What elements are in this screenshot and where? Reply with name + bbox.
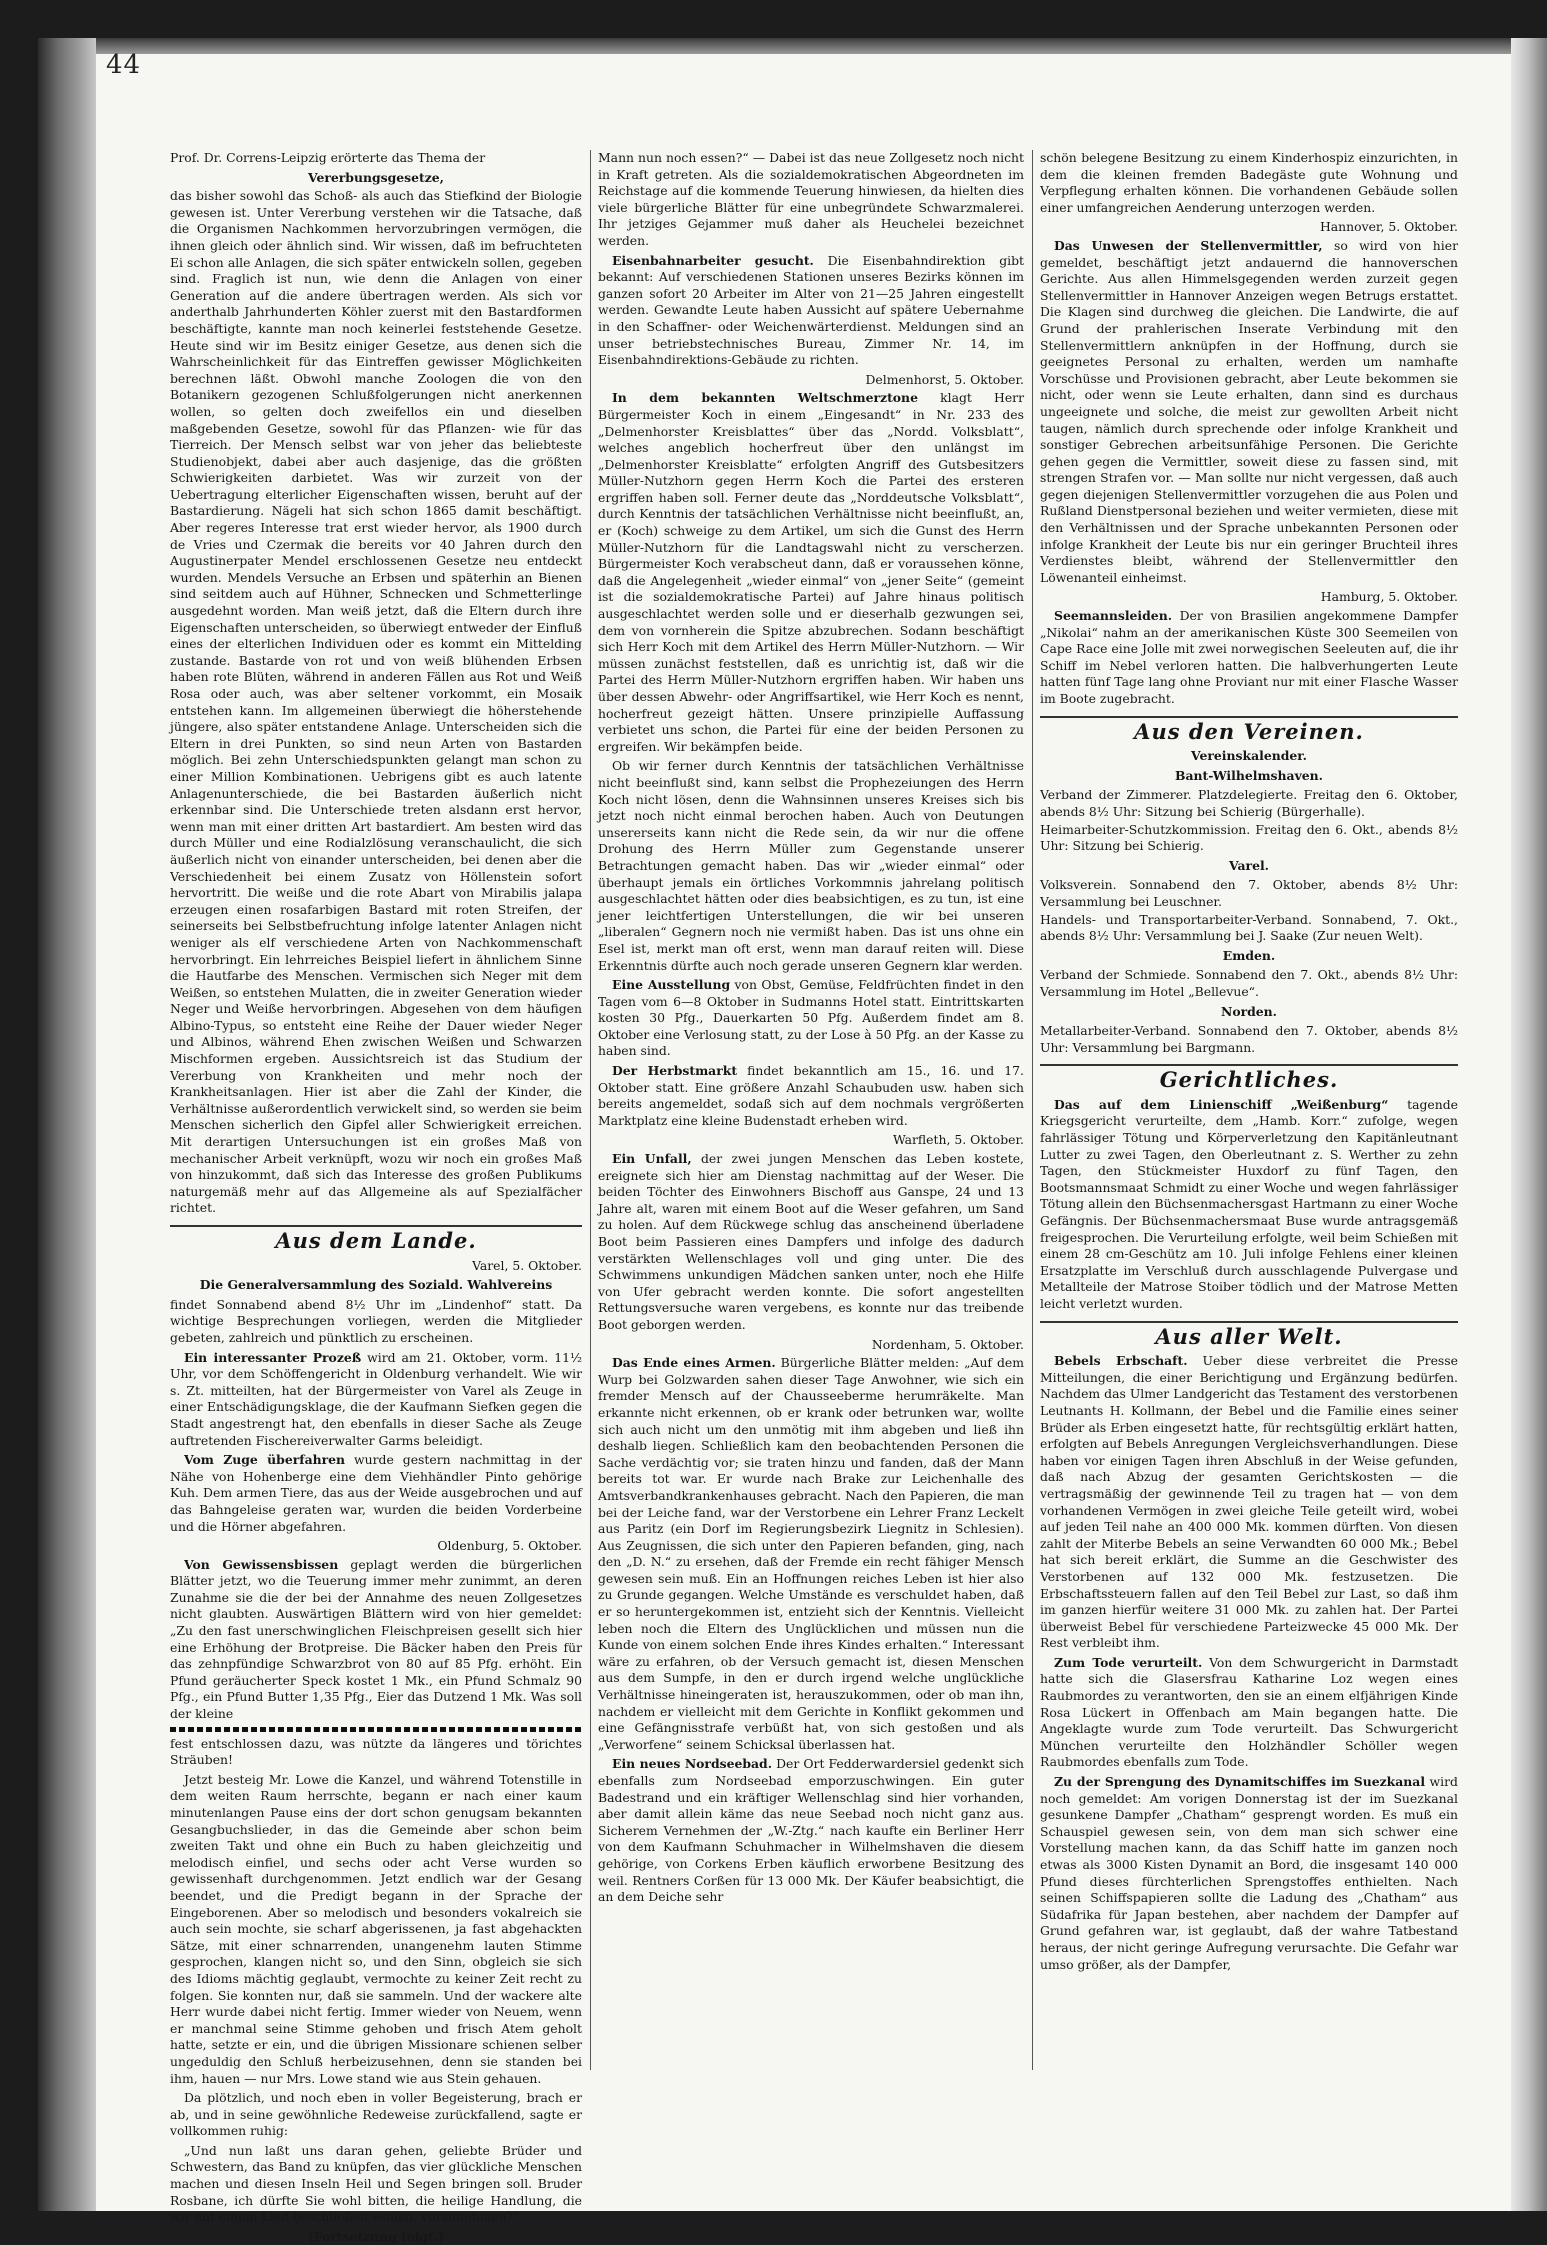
dateline: Nordenham, 5. Oktober. [871,1336,1024,1352]
town-heading: Norden. [1221,1003,1277,1019]
dateline: Varel, 5. Oktober. [472,1257,582,1273]
section-heading-aus-aller-welt: Aus aller Welt. [1040,1321,1458,1346]
scan-edge-right [1511,38,1547,2211]
column-rule-1 [590,150,591,2070]
dateline: Hannover, 5. Oktober. [1319,219,1458,235]
article-text: wird noch gemeldet: Am vorigen Donnerstag ist der im Suezkanal gesunkene Dampfer „Chatham“ gesprengt worden. Es muß ein Schauspiel gewesen sein, von dem man sich schwer eine Vorstellung machen kann, da das Schiff hatte im ganzen noch etwas als 3000 Kisten Dynamit an Bord, die insgesamt 140 000 Pfund dieses fürchterlichen Sprengstoffes enthielten. Nach seinen Schiffspapieren sollte die Ladung des „Chatham“ aus Südafrika für Japan bestehen, aber nachdem der Dampfer auf Grund gefahren war, ist geglaubt, daß der wahre Tatbestand heraus, der nicht geringe Aufregung verursachte. Die Gefahr war umso größer, als der Dampfer, [1040,1774,1458,1972]
article-text: klagt Herr Bürgermeister Koch in einem „Eingesandt“ in Nr. 233 des „Delmenhorster Kreisblattes“ über das „Nordd. Volksblatt“, welches angeblich hocherfreut über den unlängst im „Delmenhorster Kreisblatte“ erfolgten Angriff des Gutsbesitzers Müller-Nutzhorn gegen Herrn Koch die Partei des ersteren ergriffen haben soll. Ferner deute das „Norddeutsche Volksblatt“, durch Kenntnis der tatsächlichen Verhältnisse nicht beeinflußt, an, er (Koch) schweige zu dem Artikel, um sich die Gunst des Herrn Müller-Nutzhorn für die Landtagswahl nicht zu verscherzen. Bürgermeister Koch verabscheut dann, daß er voraussehen könne, daß die Angelegenheit „wieder einmal“ von „jener Seite“ (gemeint ist die sozialdemokratische Partei) auf Jahre hinaus politisch ausgeschlachtet werden solle und er dieserhalb gezwungen sei, dem von vornherein die Spitze abzubrechen. Sodann beschäftigt sich Herr Koch mit dem Artikel des Herrn Müller-Nutzhorn. — Wir müssen zunächst feststellen, daß es unrichtig ist, daß wir die Partei des Herrn Müller-Nutzhorn ergriffen haben. Wir haben uns über dessen Abwehr- oder Angriffsartikel, wie Herr Koch es nennt, hocherfreut gezeigt hätten. Unsere prinzipielle Auffassung verbietet uns schon, die Partei für eine der beiden Personen zu ergreifen. Wir bekämpfen beide. [598,390,1024,754]
club-notice: Volksverein. Sonnabend den 7. Oktober, abends 8½ Uhr: Versammlung bei Leuschner. [1040,877,1458,909]
club-notice: Heimarbeiter-Schutzkommission. Freitag den 6. Okt., abends 8½ Uhr: Sitzung bei Schierig. [1040,821,1458,854]
article-heading: Zu der Sprengung des Dynamitschiffes im Suezkanal [1054,1774,1426,1790]
article-heading: Eisenbahnarbeiter gesucht. [612,252,814,268]
serial-text: „Und nun laßt uns daran gehen, geliebte Brüder und Schwestern, das Band zu knüpfen, das vier glückliche Menschen machen und diesen Inseln Heil und Segen bringen soll. Bruder Rosbane, ich dürfte Sie wohl bitten, die heilige Handlung, die wir mit einem Lied beschließen wollen, vorzunehmen?“ [170,2142,582,2225]
article-text: geplagt werden die bürgerlichen Blätter jetzt, wo die Teuerung immer mehr zunimmt, an deren Zunahme sie die der bei der Annahme des neuen Zollgesetzes nicht glaubten. Auswärtigen Blättern wird von hier gemeldet: „Zu den fast unerschwinglichen Fleischpreisen gesellt sich hier eine Erhöhung der Brotpreise. Die Bäcker haben den Preis für das zehnpfündige Schwarzbrot von 80 auf 85 Pfg. erhöht. Ein Pfund geräucherter Speck kostet 1 Mk., ein Pfund Schmalz 90 Pfg., ein Pfund Butter 1,35 Pfg., Eier das Dutzend 1 Mk. Was soll der kleine [170,1556,582,1722]
print-damage-strip [170,1727,582,1732]
dateline: Oldenburg, 5. Oktober. [437,1538,582,1554]
article-heading: Ein neues Nordseebad. [612,1756,773,1772]
article-text: wurde gestern nachmittag in der Nähe von Hohenberge eine dem Viehhändler Pinto gehörige Kuh. Dem armen Tiere, das aus der Weide ausgebrochen und auf das Bahngeleise geraten war, wurden die beiden Vorderbeine und die Hörner abgefahren. [170,1452,582,1534]
article-text: tagende Kriegsgericht verurteilte, dem „Hamb. Korr.“ zufolge, wegen fahrlässiger Tötung und Körperverletzung den Kapitänleutnant Lutter zu zwei Tagen, den Oberleutnant z. S. Werther zu zehn Tagen, den Stückmeister Huxdorf zu fünf Tagen, den Bootsmannsmaat Schmidt zu einer Woche und wegen fahrlässiger Tötung allein den Büchsenmachersgast Hartmann zu einer Woche Gefängnis. Der Büchsenmachersmaat Buse wurde antragsgemäß freigesprochen. Die Verurteilung erfolgte, weil beim Schießen mit einem 28 cm-Geschütz am 10. Juli infolge Fehlens einer kleinen Ersatzplatte im Verschluß durch ausschlagende Pulvergase und Metallteile der Matrose Stoiber tödlich und der Matrose Metten leicht verletzt wurden. [1040,1096,1458,1311]
article-heading: Die Generalversammlung des Soziald. Wahlvereins [199,1277,553,1293]
article-text: schön belegene Besitzung zu einem Kinderhospiz einzurichten, in dem die kleinen fremden Badegäste gute Wohnung und Verpflegung erhalten können. Die vorhandenen Gebäude sollen einer umfangreichen Aenderung unterzogen werden. [1040,150,1458,215]
article-text: Bürgerliche Blätter melden: „Auf dem Wurp bei Golzwarden sahen dieser Tage Anwohner, wie sich ein fremder Mensch auf der Chausseeberme herumräkelte. Man erkannte nicht erkennen, ob er krank oder betrunken war, wollte sich auch nicht um den unmötig mit ihm abgeben und ließ ihn deshalb liegen. Schließlich kam den beobachtenden Personen die Sache verdächtig vor; sie traten hinzu und fanden, daß der Mann bereits tot war. Er wurde nach Brake zur Leichenhalle des Amtsverbandkrankenhauses gebracht. Nach den Papieren, die man bei der Leiche fand, war der Verstorbene ein Lehrer Franz Leckelt aus Paritz (ein Dorf im Regierungsbezirk Liegnitz in Schlesien). Aus Zeugnissen, die sich unter den Papieren befanden, ging, nach den „D. N.“ zu ersehen, daß der Fremde ein recht fähiger Mensch gewesen sein muß. Ein an Hoffnungen reiches Leben ist hier also zu Grunde gegangen. Welche Umstände es verschuldet haben, daß er so heruntergekommen ist, entzieht sich der Kenntnis. Vielleicht leben noch die Eltern des Unglücklichen und müssen nun die Kunde von einem solchen Ende ihres Kindes erhalten.“ Interessant wäre zu erfahren, ob der Versuch gemacht ist, diesen Menschen aus dem Sumpfe, in den er durch irgend welche unglückliche Verhältnisse hineingeraten ist, herauszukommen, oder ob man ihn, nachdem er vielleicht mit dem Gerichte in Konflikt gekommen und eine Gefängnisstrafe verbüßt hat, von sich gestoßen und als „Verworfene“ seinem Schicksal überlassen hat. [598,1355,1024,1752]
town-heading: Emden. [1222,947,1276,963]
article-text: findet Sonnabend abend 8½ Uhr im „Lindenhof“ statt. Da wichtige Besprechungen vorliegen, werden die Mitglieder gebeten, zahlreich und pünktlich zu erscheinen. [170,1296,582,1345]
article-text: Die Eisenbahndirektion gibt bekannt: Auf verschiedenen Stationen unseres Bezirks können im ganzen sofort 20 Arbeiter im Alter von 21—25 Jahren eingestellt werden. Gewandte Leute haben Aussicht auf spätere Uebernahme in den Schaffner- oder Weichenwärterdienst. Meldungen sind an unser betriebstechnisches Bureau, Zimmer Nr. 14, im Eisenbahndirektions-Gebäude zu richten. [598,252,1024,368]
column-rule-2 [1032,150,1033,2070]
article-heading: Eine Ausstellung [612,977,731,993]
article-text: Von dem Schwurgericht in Darmstadt hatte sich die Glasersfrau Katharine Loz wegen eines Raubmordes zu verantworten, den sie an einem elfjährigen Kinde Rosa Lückert in Offenbach am Main begangen hatte. Die Angeklagte wurde zum Tode verurteilt. Das Schwurgericht München verurteilte den Holzhändler Schöller wegen Raubmordes ebenfalls zum Tode. [1040,1654,1458,1770]
article-text: Ueber diese verbreitet die Presse Mitteilungen, die einer Berichtigung und Ergänzung bedürfen. Nachdem das Ulmer Landgericht das Testament des verstorbenen Leutnants H. Kollmann, der Bebel und die Familie eines seiner Brüder als Erben eingesetzt hatte, für rechtsgültig erklärt hatten, erfolgten auf Bebels Anregungen Vergleichsverhandlungen. Diese haben vor einigen Tagen ihren Abschluß in der Weise gefunden, daß nach Abzug der gesamten Gerichtskosten — die vertragsmäßig der gewinnende Teil zu tragen hat — von dem vorhandenen Vermögen in zwei gleiche Teile geteilt wird, wobei auf jeden Teil nahe an 400 000 Mk. kommen dürften. Von diesen zahlt der Miterbe Bebels an seine Verwandten 60 000 Mk.; Bebel hat sich bereit erklärt, die Summe an die Geschwister des Verstorbenen auf 132 000 Mk. festzusetzen. Die Erbschaftssteuern fallen auf den Teil Bebel zur Last, so daß ihm im ganzen hierfür weitere 31 000 Mk. zu zahlen hat. Der Partei überweist Bebel für verschiedene Parteizwecke 45 000 Mk. Der Rest verbleibt ihm. [1040,1353,1458,1651]
article-heading: Der Herbstmarkt [612,1063,738,1079]
serial-text: fest entschlossen dazu, was nützte da längeres und törichtes Sträuben! [170,1735,582,1768]
town-heading: Bant-Wilhelmshaven. [1175,767,1323,783]
dateline: Hamburg, 5. Oktober. [1320,589,1458,605]
section-heading-aus-dem-lande: Aus dem Lande. [170,1225,582,1250]
article-heading: Vom Zuge überfahren [184,1452,346,1468]
article-text: Ob wir ferner durch Kenntnis der tatsächlichen Verhältnisse nicht beeinflußt sind, kann selbst die Prophezeiungen des Herrn Koch nicht lösen, denn die Wahnsinnen unseres Kreises sich bis jetzt noch nicht einmal berochen haben. Auch von Deutungen unsererseits kann nicht die Rede sein, da wir nur die offene Drohung des Herrn Müller zum Gegenstande unserer Betrachtungen gemacht haben. Das wir „wieder einmal“ oder überhaupt jemals ein örtliches Vorkommnis jahrelang politisch ausgeschlachtet hätten oder dies beabsichtigen, es zu tun, ist eine jener leichtfertigen Unterstellungen, die wir bei unseren „liberalen“ Gegnern noch nie vermißt haben. Das ist uns ohne ein Esel ist, merkt man oft erst, wenn man darauf reiten will. Diese Erkenntnis dürfte auch noch gerade unseren Gegnern klar werden. [598,758,1024,973]
club-notice: Verband der Schmiede. Sonnabend den 7. Okt., abends 8½ Uhr: Versammlung im Hotel „Bellevue“. [1040,967,1458,999]
article-heading: Zum Tode verurteilt. [1054,1654,1203,1670]
club-notice: Verband der Zimmerer. Platzdelegierte. Freitag den 6. Oktober, abends 8½ Uhr: Sitzung bei Schierig (Bürgerhalle). [1040,787,1458,819]
article-heading: Von Gewissensbissen [184,1556,339,1572]
dateline: Warfleth, 5. Oktober. [892,1132,1024,1148]
article-text: von Obst, Gemüse, Feldfrüchten findet in den Tagen vom 6—8 Oktober in Sudmanns Hotel statt. Eintrittskarten kosten 30 Pfg., Dauerkarten 50 Pfg. Außerdem findet am 8. Oktober eine Verlosung statt, zu der Lose à 50 Pfg. an der Kasse zu haben sind. [598,977,1024,1059]
article-heading: Das auf dem Linienschiff „Weißenburg“ [1054,1096,1389,1112]
lecture-intro: Prof. Dr. Correns-Leipzig erörterte das Thema der [170,150,486,165]
lecture-topic: Vererbungsgesetze, [308,169,444,185]
club-notice: Metallarbeiter-Verband. Sonnabend den 7. Oktober, abends 8½ Uhr: Versammlung bei Bargmann. [1040,1023,1458,1055]
article-text: Mann nun noch essen?“ — Dabei ist das neue Zollgesetz noch nicht in Kraft getreten. Als die sozialdemokratischen Abgeordneten im Reichstage auf die kommende Teuerung hinwiesen, da hielten dies viele bürgerliche Blätter für eine unbegründete Schwarzmalerei. Ihr jetziges Gejammer muß daher als Heuchelei bezeichnet werden. [598,150,1024,248]
section-heading-gerichtliches: Gerichtliches. [1040,1064,1458,1089]
column-1 [170,150,582,2244]
calendar-heading: Vereinskalender. [1191,748,1307,764]
article-heading: In dem bekannten Weltschmerztone [612,390,918,406]
article-text: Der von Brasilien angekommene Dampfer „Nikolai“ nahm an der amerikanischen Küste 300 Seemeilen von Cape Race eine Jolle mit zwei norwegischen Seeleuten auf, die ihr Schiff im Nebel verloren hatten. Die halbverhungerten Leute hatten fünf Tage lang ohne Proviant nur mit einer Flasche Wasser im Boote zugebracht. [1040,608,1458,706]
serial-text: Da plötzlich, und noch eben in voller Begeisterung, brach er ab, und in seine gewöhnliche Redeweise zurückfallend, sagte er vollkommen ruhig: [170,2090,582,2139]
article-text: so wird von hier gemeldet, beschäftigt jetzt andauernd die hannoverschen Gerichte. Aus allen Himmelsgegenden werden zurzeit gegen Stellenvermittler in Hannover Anzeigen wegen Betrugs erstattet. Die Klagen sind durchweg die gleichen. Die Landwirte, die auf Grund der prahlerischen Inserate Verbindung mit den Stellenvermittlern anknüpfen in der Hoffnung, durch sie geeignetes Personal zu erhalten, werden um namhafte Vorschüsse und Provisionen gebracht, aber Leute bekommen sie nicht, oder wenn sie Leute erhalten, dann sind es durchaus ungeeignete und solche, die meist zur gewollten Arbeit nicht taugen, nämlich durch sprechende oder infolge Krankheit und sonstiger Gebrechen arbeitsunfähige Personen. Die Gerichte gehen gegen die Vermittler, soweit diese zu fassen sind, mit strengen Strafen vor. — Man sollte nur nicht vergessen, daß auch gegen diejenigen Stellenvermittler vorzugehen die aus Polen und Rußland Dienstpersonal beziehen und weiter vermieten, diese mit den Verhältnissen und der Sprache unbekannten Personen oder infolge Krankheit der Leute bis nur ein geringer Bruchteil ihres Verdienstes bleibt, während der Stellenvermittler den Löwenanteil einheimst. [1040,237,1458,585]
serial-text: Jetzt besteig Mr. Lowe die Kanzel, und während Totenstille in dem weiten Raum herrschte, begann er nach einer kaum minutenlangen Pause eins der dort schon genugsam bekannten Gesangbuchslieder, in das die Gemeinde aber schon beim zweiten Takt und ohne ein Buch zu haben gleichzeitig und melodisch einfiel, und sechs oder acht Verse wurden so gewissenhaft durchgenommen. Jetzt endlich war der Gesang beendet, und die Predigt begann in der Sprache der Eingeborenen. Aber so melodisch und besonders vokalreich sie auch sein mochte, sie scharf abgerissenen, ja fast abgehackten Sätze, mit einer schnarrenden, unangenehm lauten Stimme gesprochen, klangen nicht so, und den Sinn, obgleich sie sich des Idioms mächtig geglaubt, vermochte zu keiner Zeit recht zu folgen. Sie konnten nur, daß sie sammeln. Und der wackere alte Herr wurde dabei nicht fertig. Immer wieder von Neuem, wenn er manchmal seine Stimme gehoben und frisch Atem geholt hatte, setzte er ein, und die übrigen Missionare schienen selber ungeduldig den Schluß herbeizusehnen, denn sie standen bei ihm, hauen — nur Mrs. Lowe stand wie aus Stein gehauen. [170,1771,582,2086]
page-number: 44 [106,50,142,80]
article-heading: Das Unwesen der Stellenvermittler, [1054,237,1323,253]
article-text: findet bekanntlich am 15., 16. und 17. Oktober statt. Eine größere Anzahl Schaubuden usw. haben sich bereits angemeldet, sodaß sich auf dem nochmals vergrößerten Marktplatz eine kleine Budenstadt erheben wird. [598,1063,1024,1128]
article-heading: Bebels Erbschaft. [1054,1353,1188,1369]
lecture-text: das bisher sowohl das Schoß- als auch das Stiefkind der Biologie gewesen ist. Unter Vererbung verstehen wir die Tatsache, daß die Organismen Nachkommen hervorzubringen vermögen, die ihnen gleich oder ähnlich sind. Wir wissen, daß im befruchteten Ei schon alle Anlagen, die sich später entwickeln sollen, gegeben sind. Fraglich ist nun, wie denn die Anlagen von einer Generation auf die andere übertragen werden. Als sich vor anderthalb Jahrhunderten Köhler zuerst mit den Bastardformen beschäftigte, kannte man noch keinerlei feststehende Gesetze. Heute sind wir im Besitz einiger Gesetze, aus denen sich die Wahrscheinlichkeit für das Eintreffen gewisser Möglichkeiten berechnen läßt. Obwohl manche Zoologen die von den Botanikern gezogenen Schlußfolgerungen nicht anerkennen wollen, so gelten doch zweifellos ein und dieselben maßgebenden Gesetze, sowohl für das Pflanzen- wie für das Tierreich. Der Mensch selbst war von jeher das beliebteste Studienobjekt, dabei aber auch dasjenige, das die größten Schwierigkeiten darbietet. Was wir zurzeit von der Uebertragung elterlicher Eigenschaften wissen, beruht auf der Bastardierung. Nägeli hat sich schon 1865 damit beschäftigt. Aber regeres Interesse trat erst wieder hervor, als 1900 durch de Vries und Czermak die bereits vor 40 Jahren durch den Augustinerpater Mendel erschlossenen Gesetze neu entdeckt wurden. Mendels Versuche an Erbsen und späterhin an Bienen sind seitdem auch auf Hühner, Schnecken und Schmetterlinge ausgedehnt worden. Man weiß jetzt, daß die Eltern durch ihre Eigenschaften unterscheiden, so überwiegt entweder der Einfluß eines der elterlichen Individuen oder es kommt ein Mittelding zustande. Bastarde von rot und von weiß blühenden Erbsen haben rote Blüten, während in anderen Fällen aus Rot und Weiß Rosa oder auch, was aber seltener vorkommt, ein Mosaik entstehen kann. Im allgemeinen überwiegt die höherstehende jüngere, also später entstandene Anlage. Unterscheiden sich die Eltern in drei Punkten, so sind neun Arten von Bastarden möglich. Bei zehn Unterschiedspunkten gelangt man schon zu einer Million Kombinationen. Uebrigens gibt es auch latente Anlagenunterschiede, die bei Bastarden äußerlich nicht erkennbar sind. Die Unterschiede treten alsdann erst hervor, wenn man mit einer dritten Art bastardiert. Am besten wird das durch Müller und eine Rodialzlösung veranschaulicht, die sich äußerlich nicht von einander unterscheiden, bei denen aber die Verschiedenheit bei einem Zusatz von Höllenstein sofort hervortritt. Die weiße und die rote Abart von Mirabilis jalapa erzeugen einen rosafarbigen Bastard mit roten Streifen, der seinerseits bei Selbstbefruchtung infolge latenter Anlagen nicht weniger als elf verschiedene Arten von Nachkommenschaft hervorbringt. Ein lehrreiches Beispiel liefert in ähnlichem Sinne die Hautfarbe des Menschen. Vermischen sich Neger mit dem Weißen, so entstehen Mulatten, die in zweiter Generation wieder Neger und Weiße hervorbringen. Abgesehen von dem häufigen Albino-Typus, so entsteht eine Reihe der Dauer wieder Neger und Albinos, während Ehen zwischen Weißen und Schwarzen Mischformen ergeben. Aussichtsreich ist das Studium der Vererbung von Krankheiten und mehr noch der Krankheitsanlagen. Hier ist aber die Zahl der Kinder, die Verhältnisse außerordentlich verwickelt sind, so werden sie beim Menschen sicherlich den Gipfel aller Schwierigkeit erreichen. Mit derartigen Untersuchungen ist ein großes Maß von mechanischer Arbeit verknüpft, wozu wir noch ein großes Maß von hinzukommt, daß sich das Interesse des großen Publikums naturgemäß mehr auf das Allgemeine als auf Spezialfächer richtet. [170,188,582,1216]
continuation-note: (Fortsetzung folgt.) [308,2228,444,2244]
column-3 [1040,150,1458,2070]
dateline: Delmenhorst, 5. Oktober. [865,371,1024,387]
club-notice: Handels- und Transportarbeiter-Verband. Sonnabend, 7. Okt., abends 8½ Uhr: Versammlung bei J. Saake (Zur neuen Welt). [1040,911,1458,944]
article-text: wird am 21. Oktober, vorm. 11½ Uhr, vor dem Schöffengericht in Oldenburg verhandelt. Wie wir s. Zt. mitteilten, hat der Bürgermeister von Varel als Zeuge in einer Entschädigungsklage, die der Kaufmann Siefken gegen die Stadt angestrengt hat, den ebenfalls in dieser Sache als Zeuge auftretenden Fischereiverwalter Garms beleidigt. [170,1349,582,1448]
section-heading-aus-den-vereinen: Aus den Vereinen. [1040,716,1458,741]
article-heading: Ein Unfall, [612,1151,692,1167]
scan-edge-top [38,38,1547,54]
article-heading: Das Ende eines Armen. [612,1355,776,1371]
article-heading: Ein interessanter Prozeß [184,1349,362,1365]
column-2 [598,150,1024,2070]
scan-edge-left [38,38,96,2211]
article-text: Der Ort Fedderwardersiel gedenkt sich ebenfalls zum Nordseebad emporzuschwingen. Ein guter Badestrand und ein kräftiger Wellenschlag sind hier vorhanden, aber damit allein käme das neue Seebad noch nicht ganz aus. Sicherem Vernehmen der „W.-Ztg.“ nach kaufte ein Berliner Herr von dem Kaufmann Schuhmacher in Wilhelmshaven die diesem gehörige, von Corkens Erben käuflich erworbene Besitzung des weil. Rentners Corßen für 13 000 Mk. Der Käufer beabsichtigt, die an dem Deiche sehr [598,1756,1024,1905]
town-heading: Varel. [1229,857,1269,873]
article-text: der zwei jungen Menschen das Leben kostete, ereignete sich hier am Dienstag nachmittag auf der Weser. Die beiden Töchter des Einwohners Bischoff aus Ganspe, 24 und 13 Jahre alt, waren mit einem Boot auf die Weser gefahren, um Sand zu holen. Auf dem Rückwege schlug das anscheinend überladene Boot beim Passieren eines Dampfers und infolge des dadurch verstärkten Wellenschlages voll und ging unter. Die des Schwimmens unkundigen Mädchen sanken unter, noch ehe Hilfe von Ufer gebracht werden konnte. Die sofort angestellten Rettungsversuche waren vergebens, es konnte nur das treibende Boot geborgen werden. [598,1151,1025,1332]
article-heading: Seemannsleiden. [1054,608,1173,624]
